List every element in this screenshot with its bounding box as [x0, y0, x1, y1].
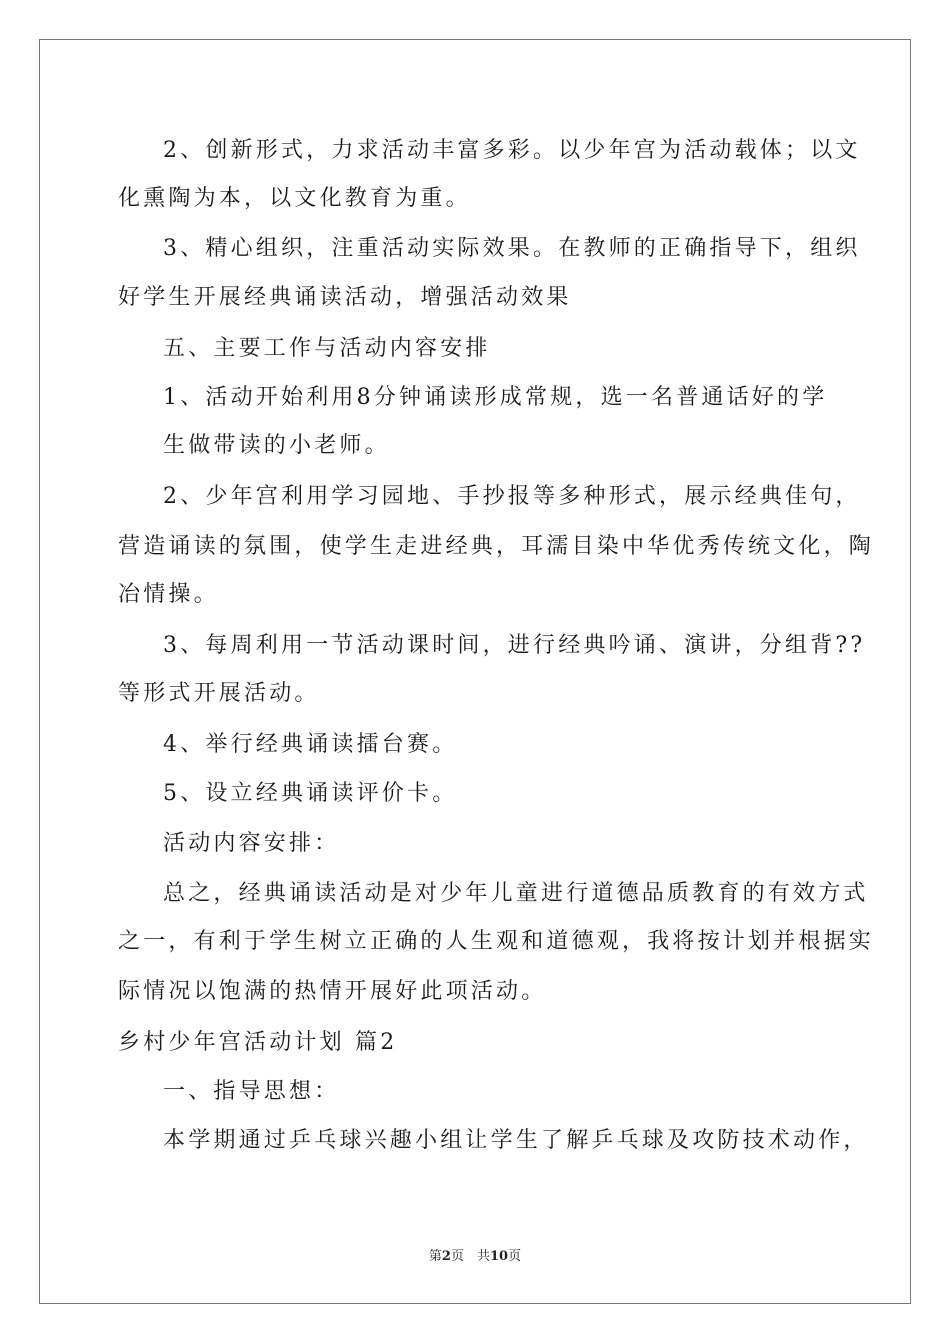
page-frame: [39, 39, 911, 1304]
footer-page-prefix: 第: [428, 1249, 442, 1264]
text-line: 本学期通过乒乓球兴趣小组让学生了解乒乓球及攻防技术动作，: [163, 1128, 869, 1153]
text-line: 3、每周利用一节活动课时间，进行经典吟诵、演讲，分组背??: [163, 633, 866, 658]
text-line: 3、精心组织，注重活动实际效果。在教师的正确指导下，组织: [163, 236, 861, 261]
text-line: 生做带读的小老师。: [163, 433, 390, 458]
section-heading: 一、指导思想：: [163, 1079, 340, 1104]
text-line: 4、举行经典诵读擂台赛。: [163, 732, 458, 757]
text-line: 2、创新形式，力求活动丰富多彩。以少年宫为活动载体；以文: [163, 138, 861, 163]
text-line: 好学生开展经典诵读活动，增强活动效果: [118, 285, 572, 310]
text-line: 化熏陶为本，以文化教育为重。: [118, 186, 471, 211]
text-line: 总之，经典诵读活动是对少年儿童进行道德品质教育的有效方式: [163, 881, 869, 906]
text-line: 之一，有利于学生树立正确的人生观和道德观，我将按计划并根据实: [118, 929, 875, 954]
footer-page-total: 10: [489, 1249, 509, 1264]
chapter-title: 乡村少年宫活动计划 篇2: [118, 1030, 398, 1055]
text-line: 1、活动开始利用8分钟诵读形成常规，选一名普通话好的学: [163, 385, 828, 410]
text-line: 活动内容安排：: [163, 831, 340, 856]
footer-page-current: 2: [441, 1249, 451, 1264]
text-line: 2、少年宫利用学习园地、手抄报等多种形式，展示经典佳句，: [163, 484, 861, 509]
text-line: 营造诵读的氛围，使学生走进经典，耳濡目染中华优秀传统文化，陶: [118, 534, 875, 559]
text-line: 际情况以饱满的热情开展好此项活动。: [118, 979, 547, 1004]
footer-page-suffix: 页: [508, 1249, 522, 1264]
page-footer: [0, 1245, 950, 1264]
footer-page-mid: 页 共: [450, 1249, 490, 1264]
text-line: 冶情操。: [118, 582, 219, 607]
section-heading: 五、主要工作与活动内容安排: [163, 336, 491, 361]
text-line: 5、设立经典诵读评价卡。: [163, 781, 458, 806]
text-line: 等形式开展活动。: [118, 681, 320, 706]
